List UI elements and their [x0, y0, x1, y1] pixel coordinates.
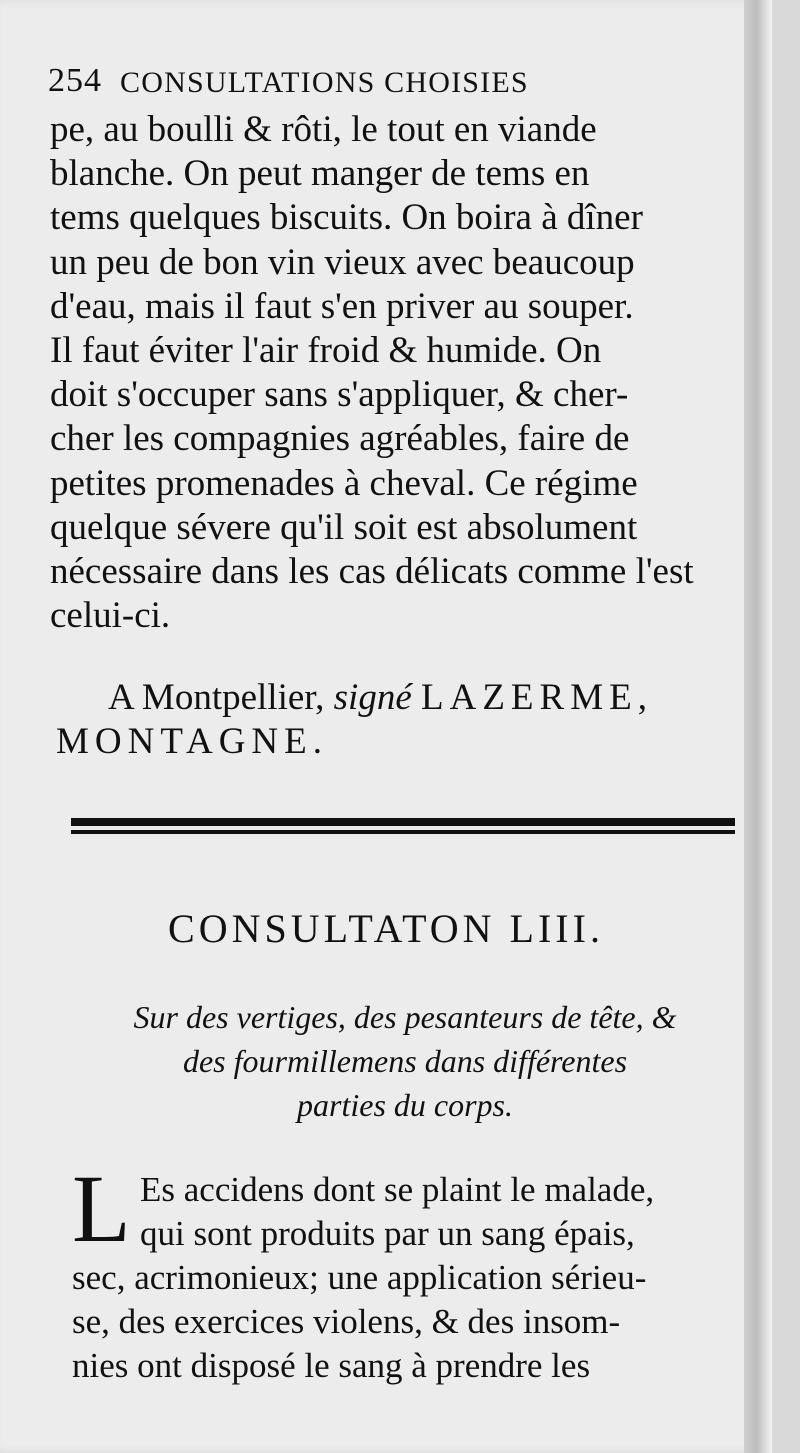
divider-thin-line	[71, 830, 735, 834]
text-line: petites promenades à cheval. Ce régime	[50, 462, 638, 504]
text-line: quelque sévere qu'il soit est absolument	[50, 506, 638, 548]
paragraph-line: sec, acrimonieux; une application sérieu-	[72, 1258, 647, 1297]
subtitle-line: parties du corps.	[297, 1087, 513, 1123]
signature-line-1	[56, 676, 746, 720]
signature-line-2	[56, 720, 746, 764]
text-line: d'eau, mais il faut s'en priver au souper.	[50, 285, 634, 327]
text-line: blanche. On peut manger de tems en	[50, 153, 590, 195]
signature-signed: signé	[333, 677, 412, 718]
page-header	[48, 58, 738, 98]
divider-thick-line	[71, 818, 735, 826]
text-line: nécessaire dans les cas délicats comme l'est	[50, 551, 694, 593]
text-line: pe, au boulli & rôti, le tout en viande	[50, 109, 597, 150]
signature-place: A Montpellier,	[108, 677, 325, 718]
subtitle-line: Sur des vertiges, des pesanteurs de tête, &	[133, 999, 677, 1035]
text-line: celui-ci.	[50, 595, 171, 637]
consultation-title: CONSULTATON LIII.	[168, 906, 604, 951]
text-line: doit s'occuper sans s'appliquer, & cher-	[50, 374, 629, 416]
section-divider	[71, 818, 735, 838]
running-title: CONSULTATIONS CHOISIES	[120, 66, 529, 99]
body-text	[50, 108, 740, 638]
text-line: cher les compagnies agréables, faire de	[50, 418, 630, 460]
paragraph-line: se, des exercices violens, & des insom-	[72, 1302, 621, 1341]
subtitle-line: des fourmillemens dans différentes	[182, 1043, 628, 1079]
paragraph-line: Es accidens dont se plaint le malade,	[140, 1170, 655, 1209]
paragraph-line: nies ont disposé le sang à prendre les	[72, 1346, 591, 1385]
signature-name-2: MONTAGNE.	[56, 721, 328, 762]
paragraph-line: qui sont produits par un sang épais,	[140, 1214, 635, 1253]
consultation-subtitle	[70, 995, 740, 1127]
text-line: Il faut éviter l'air froid & humide. On	[50, 330, 602, 372]
page-number: 254	[48, 62, 102, 99]
drop-cap: L	[72, 1155, 131, 1262]
text-line: tems quelques biscuits. On boira à dîner	[50, 197, 643, 239]
signature-name-1: LAZERME,	[421, 677, 653, 718]
signature-block	[56, 676, 746, 764]
text-line: un peu de bon vin vieux avec beaucoup	[50, 241, 635, 283]
consultation-paragraph	[72, 1155, 750, 1388]
